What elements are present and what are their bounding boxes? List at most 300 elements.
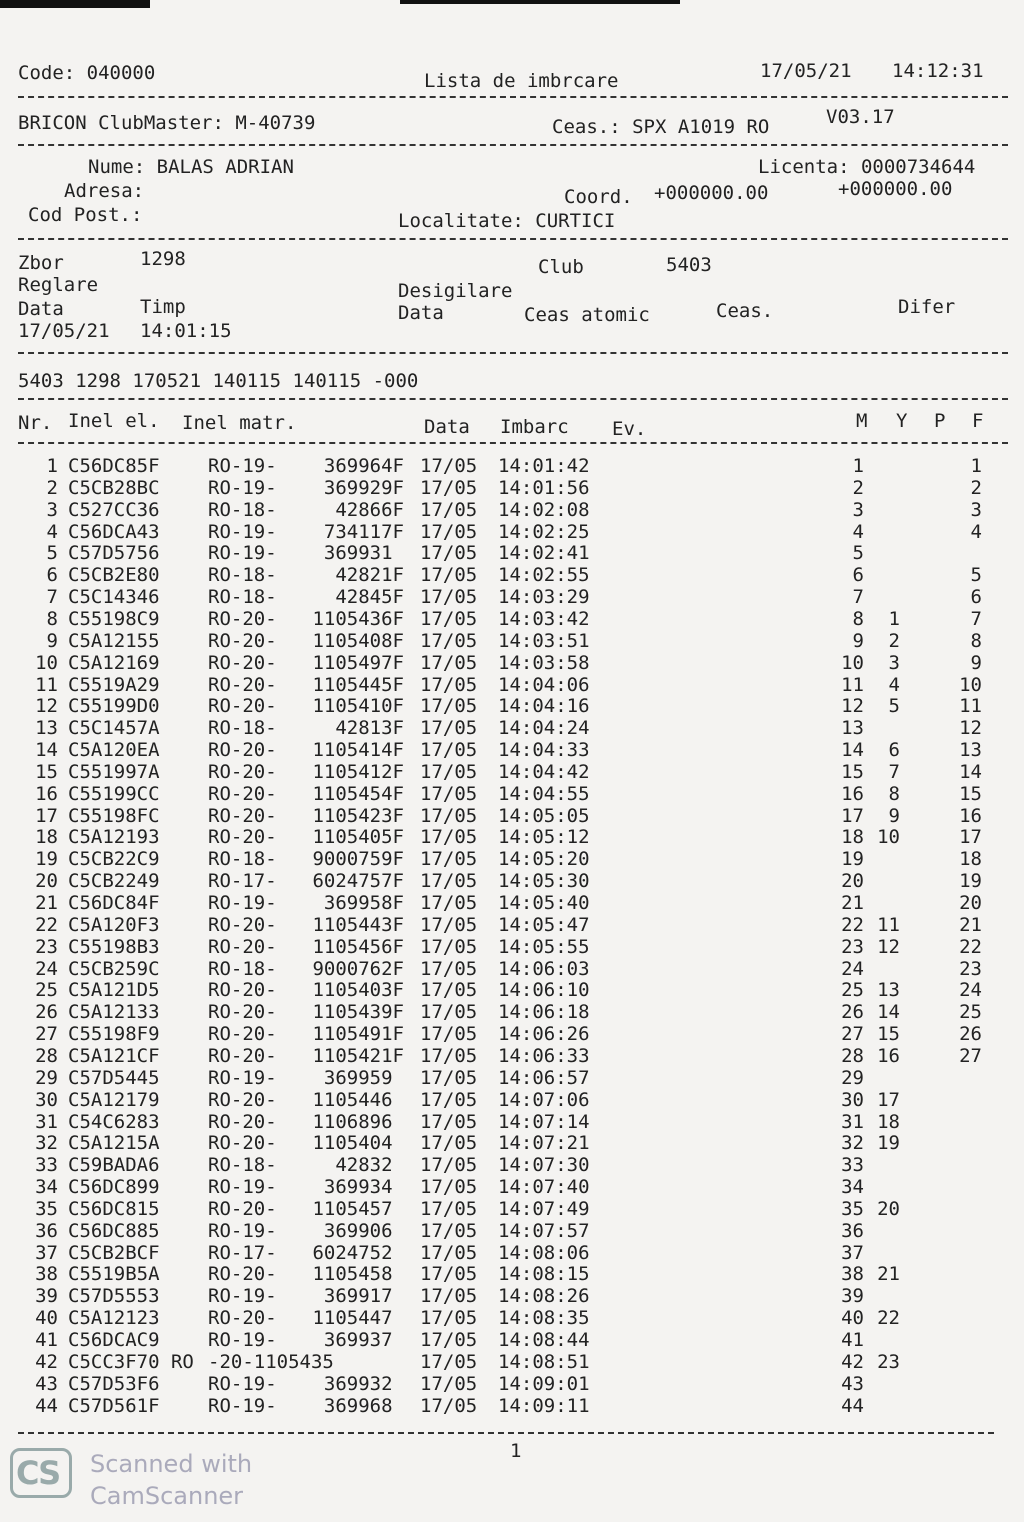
unsealing-label: Desigilare <box>398 280 513 302</box>
row-nr: 14 <box>35 739 58 761</box>
row-inel-el: C54C6283 <box>68 1111 160 1133</box>
row-inel-el: C5CB22C9 <box>68 848 160 870</box>
table-row <box>0 936 1024 958</box>
row-m: 34 <box>841 1176 864 1198</box>
row-time: 14:02:41 <box>498 542 590 564</box>
table-row <box>0 958 1024 980</box>
row-date: 17/05 <box>420 1023 478 1045</box>
row-y: 12 <box>877 936 900 958</box>
row-date: 17/05 <box>420 958 478 980</box>
table-row <box>0 1285 1024 1307</box>
row-inel-matr: 1105491F <box>312 1023 404 1045</box>
table-row <box>0 1198 1024 1220</box>
row-inel-prefix: RO-18- <box>208 958 277 980</box>
row-inel-el: C5CB2BCF <box>68 1242 160 1264</box>
row-y: 23 <box>877 1351 900 1373</box>
row-nr: 18 <box>35 826 58 848</box>
row-date: 17/05 <box>420 979 478 1001</box>
row-nr: 12 <box>35 695 58 717</box>
row-inel-prefix: RO-20- <box>208 979 277 1001</box>
version-label: V03.17 <box>826 106 895 128</box>
table-row <box>0 1263 1024 1285</box>
difference-label: Difer <box>898 296 956 318</box>
table-row <box>0 542 1024 564</box>
table-row <box>0 1220 1024 1242</box>
row-m: 24 <box>841 958 864 980</box>
row-nr: 5 <box>46 542 58 564</box>
row-m: 33 <box>841 1154 864 1176</box>
table-row <box>0 1154 1024 1176</box>
row-m: 23 <box>841 936 864 958</box>
row-nr: 16 <box>35 783 58 805</box>
row-f: 8 <box>970 630 982 652</box>
row-inel-el: C5C1457A <box>68 717 160 739</box>
row-date: 17/05 <box>420 1307 478 1329</box>
row-m: 26 <box>841 1001 864 1023</box>
table-row <box>0 652 1024 674</box>
table-row <box>0 870 1024 892</box>
row-nr: 15 <box>35 761 58 783</box>
table-row <box>0 1242 1024 1264</box>
row-y: 6 <box>888 739 900 761</box>
row-inel-prefix: RO-18- <box>208 717 277 739</box>
row-date: 17/05 <box>420 1111 478 1133</box>
row-inel-matr: 9000759F <box>312 848 404 870</box>
row-inel-matr: 1105421F <box>312 1045 404 1067</box>
document-title: Lista de imbrcare <box>424 70 619 92</box>
row-inel-el: C5A12123 <box>68 1307 160 1329</box>
row-time: 14:08:06 <box>498 1242 590 1264</box>
row-m: 31 <box>841 1111 864 1133</box>
clock-label: Ceas.: SPX A1019 RO <box>552 116 770 138</box>
row-inel-el: C5A120EA <box>68 739 160 761</box>
row-inel-prefix: RO-20- <box>208 1111 277 1133</box>
row-inel-el: C527CC36 <box>68 499 160 521</box>
row-inel-el: C57D5445 <box>68 1067 160 1089</box>
row-date: 17/05 <box>420 652 478 674</box>
row-inel-el: C56DC84F <box>68 892 160 914</box>
row-inel-prefix: -20-1105435 <box>208 1351 334 1373</box>
row-nr: 6 <box>46 564 58 586</box>
row-inel-el: C55198C9 <box>68 608 160 630</box>
col-imbarc: Imbarc <box>500 416 569 438</box>
row-f: 6 <box>970 586 982 608</box>
postal-code-label: Cod Post.: <box>28 204 143 226</box>
row-date: 17/05 <box>420 542 478 564</box>
row-nr: 9 <box>46 630 58 652</box>
row-inel-matr: 1105457 <box>312 1198 404 1220</box>
row-date: 17/05 <box>420 1132 478 1154</box>
row-inel-el: C551997A <box>68 761 160 783</box>
row-inel-matr: 369968 <box>323 1395 404 1417</box>
row-inel-prefix: RO-20- <box>208 630 277 652</box>
row-time: 14:04:33 <box>498 739 590 761</box>
row-inel-matr: 1105454F <box>312 783 404 805</box>
row-inel-matr: 369929F <box>323 477 404 499</box>
row-inel-prefix: RO-20- <box>208 761 277 783</box>
row-inel-el: C5A12133 <box>68 1001 160 1023</box>
divider <box>18 238 1008 240</box>
col-m: M <box>856 410 868 432</box>
row-inel-matr: 369959 <box>323 1067 404 1089</box>
row-nr: 30 <box>35 1089 58 1111</box>
row-y: 13 <box>877 979 900 1001</box>
row-y: 10 <box>877 826 900 848</box>
row-m: 15 <box>841 761 864 783</box>
row-f: 25 <box>959 1001 982 1023</box>
row-time: 14:02:25 <box>498 521 590 543</box>
row-f: 27 <box>959 1045 982 1067</box>
row-nr: 28 <box>35 1045 58 1067</box>
row-inel-matr: 1105439F <box>312 1001 404 1023</box>
print-date: 17/05/21 <box>760 60 852 82</box>
table-row <box>0 455 1024 477</box>
row-nr: 3 <box>46 499 58 521</box>
row-inel-matr: 1105443F <box>312 914 404 936</box>
row-date: 17/05 <box>420 1067 478 1089</box>
row-date: 17/05 <box>420 826 478 848</box>
row-inel-prefix: RO-17- <box>208 870 277 892</box>
row-inel-prefix: RO-19- <box>208 542 277 564</box>
row-nr: 33 <box>35 1154 58 1176</box>
row-inel-matr: 9000762F <box>312 958 404 980</box>
row-time: 14:04:16 <box>498 695 590 717</box>
row-date: 17/05 <box>420 1154 478 1176</box>
row-inel-prefix: RO-17- <box>208 1242 277 1264</box>
row-inel-el: C57D561F <box>68 1395 160 1417</box>
row-inel-el: C55199D0 <box>68 695 160 717</box>
flight-label: Zbor <box>18 252 64 274</box>
row-inel-el: C56DC899 <box>68 1176 160 1198</box>
divider <box>18 144 1008 146</box>
row-f: 9 <box>970 652 982 674</box>
setting-date: 17/05/21 <box>18 320 110 342</box>
table-row <box>0 630 1024 652</box>
row-nr: 11 <box>35 674 58 696</box>
row-m: 14 <box>841 739 864 761</box>
row-y: 11 <box>877 914 900 936</box>
row-time: 14:06:18 <box>498 1001 590 1023</box>
row-m: 32 <box>841 1132 864 1154</box>
row-f: 3 <box>970 499 982 521</box>
row-inel-prefix: RO-20- <box>208 608 277 630</box>
row-date: 17/05 <box>420 936 478 958</box>
row-m: 6 <box>852 564 864 586</box>
row-time: 14:06:10 <box>498 979 590 1001</box>
row-m: 39 <box>841 1285 864 1307</box>
row-inel-prefix: RO-20- <box>208 1198 277 1220</box>
row-inel-prefix: RO-20- <box>208 1263 277 1285</box>
row-inel-prefix: RO-20- <box>208 1132 277 1154</box>
col-p: P <box>934 410 946 432</box>
row-inel-el: C5A1215A <box>68 1132 160 1154</box>
table-row <box>0 521 1024 543</box>
row-f: 7 <box>970 608 982 630</box>
device-label: BRICON ClubMaster: M-40739 <box>18 112 316 134</box>
row-nr: 20 <box>35 870 58 892</box>
row-time: 14:05:05 <box>498 805 590 827</box>
row-date: 17/05 <box>420 1176 478 1198</box>
row-time: 14:05:20 <box>498 848 590 870</box>
row-inel-matr: 369932 <box>323 1373 404 1395</box>
row-nr: 17 <box>35 805 58 827</box>
row-nr: 29 <box>35 1067 58 1089</box>
row-inel-el: C5CB28BC <box>68 477 160 499</box>
row-inel-prefix: RO-20- <box>208 1089 277 1111</box>
row-m: 7 <box>852 586 864 608</box>
row-inel-matr: 1105445F <box>312 674 404 696</box>
row-time: 14:07:30 <box>498 1154 590 1176</box>
row-f: 5 <box>970 564 982 586</box>
row-y: 14 <box>877 1001 900 1023</box>
row-date: 17/05 <box>420 1263 478 1285</box>
table-row <box>0 608 1024 630</box>
clock-column-label: Ceas. <box>716 300 774 322</box>
table-row <box>0 1001 1024 1023</box>
row-nr: 2 <box>46 477 58 499</box>
row-inel-matr: 1105447 <box>312 1307 404 1329</box>
row-time: 14:05:12 <box>498 826 590 848</box>
row-inel-matr: 369917 <box>323 1285 404 1307</box>
row-inel-prefix: RO-20- <box>208 1001 277 1023</box>
row-date: 17/05 <box>420 477 478 499</box>
row-inel-matr: 1105403F <box>312 979 404 1001</box>
row-y: 15 <box>877 1023 900 1045</box>
row-y: 18 <box>877 1111 900 1133</box>
row-inel-prefix: RO-19- <box>208 1329 277 1351</box>
row-inel-el: C56DC885 <box>68 1220 160 1242</box>
row-inel-el: C57D53F6 <box>68 1373 160 1395</box>
row-date: 17/05 <box>420 761 478 783</box>
row-m: 18 <box>841 826 864 848</box>
table-row <box>0 586 1024 608</box>
row-inel-el: C5C14346 <box>68 586 160 608</box>
row-date: 17/05 <box>420 1089 478 1111</box>
row-inel-prefix: RO-20- <box>208 783 277 805</box>
row-m: 38 <box>841 1263 864 1285</box>
row-m: 43 <box>841 1373 864 1395</box>
row-date: 17/05 <box>420 783 478 805</box>
row-y: 9 <box>888 805 900 827</box>
row-inel-el: C5A12169 <box>68 652 160 674</box>
row-inel-el: C55198FC <box>68 805 160 827</box>
scanner-watermark-line1: Scanned with <box>90 1450 253 1478</box>
row-inel-matr: 42832 <box>335 1154 404 1176</box>
row-inel-prefix: RO-19- <box>208 1395 277 1417</box>
row-inel-prefix: RO-18- <box>208 586 277 608</box>
row-inel-el: C55198B3 <box>68 936 160 958</box>
row-date: 17/05 <box>420 1001 478 1023</box>
row-inel-el: C5A121D5 <box>68 979 160 1001</box>
row-y: 4 <box>888 674 900 696</box>
row-y: 20 <box>877 1198 900 1220</box>
row-inel-prefix: RO-20- <box>208 652 277 674</box>
row-f: 18 <box>959 848 982 870</box>
row-f: 21 <box>959 914 982 936</box>
col-y: Y <box>896 410 908 432</box>
row-date: 17/05 <box>420 499 478 521</box>
row-inel-prefix: RO-20- <box>208 1045 277 1067</box>
setting-time: 14:01:15 <box>140 320 232 342</box>
row-nr: 7 <box>46 586 58 608</box>
row-nr: 25 <box>35 979 58 1001</box>
row-inel-prefix: RO-19- <box>208 1176 277 1198</box>
row-y: 22 <box>877 1307 900 1329</box>
row-inel-matr: 734117F <box>323 521 404 543</box>
row-inel-el: C5A120F3 <box>68 914 160 936</box>
table-row <box>0 1111 1024 1133</box>
row-m: 37 <box>841 1242 864 1264</box>
row-inel-prefix: RO-20- <box>208 695 277 717</box>
divider <box>18 398 1008 400</box>
row-date: 17/05 <box>420 892 478 914</box>
row-inel-prefix: RO-20- <box>208 826 277 848</box>
row-m: 11 <box>841 674 864 696</box>
table-row <box>0 1089 1024 1111</box>
setting-time-label: Timp <box>140 296 186 318</box>
row-inel-el: C5A12193 <box>68 826 160 848</box>
row-nr: 4 <box>46 521 58 543</box>
row-inel-matr: 42821F <box>335 564 404 586</box>
row-inel-matr: 1105412F <box>312 761 404 783</box>
row-inel-prefix: RO-18- <box>208 1154 277 1176</box>
row-inel-prefix: RO-20- <box>208 674 277 696</box>
row-m: 4 <box>852 521 864 543</box>
row-time: 14:07:21 <box>498 1132 590 1154</box>
row-inel-el: C5CB2E80 <box>68 564 160 586</box>
row-date: 17/05 <box>420 586 478 608</box>
row-inel-prefix: RO-20- <box>208 805 277 827</box>
row-inel-el: C59BADA6 <box>68 1154 160 1176</box>
row-time: 14:01:56 <box>498 477 590 499</box>
row-m: 20 <box>841 870 864 892</box>
row-m: 40 <box>841 1307 864 1329</box>
row-nr: 19 <box>35 848 58 870</box>
row-nr: 23 <box>35 936 58 958</box>
row-nr: 39 <box>35 1285 58 1307</box>
row-m: 17 <box>841 805 864 827</box>
row-inel-prefix: RO-18- <box>208 499 277 521</box>
row-inel-el: C5519B5A <box>68 1263 160 1285</box>
row-inel-prefix: RO-19- <box>208 1373 277 1395</box>
row-nr: 24 <box>35 958 58 980</box>
divider <box>18 96 1008 98</box>
col-f: F <box>972 410 984 432</box>
row-m: 44 <box>841 1395 864 1417</box>
row-inel-matr: 369958F <box>323 892 404 914</box>
row-date: 17/05 <box>420 674 478 696</box>
row-f: 23 <box>959 958 982 980</box>
row-f: 22 <box>959 936 982 958</box>
table-row <box>0 1176 1024 1198</box>
row-time: 14:07:14 <box>498 1111 590 1133</box>
row-y: 19 <box>877 1132 900 1154</box>
row-time: 14:09:11 <box>498 1395 590 1417</box>
row-f: 16 <box>959 805 982 827</box>
row-m: 10 <box>841 652 864 674</box>
row-time: 14:03:58 <box>498 652 590 674</box>
row-date: 17/05 <box>420 521 478 543</box>
row-time: 14:03:42 <box>498 608 590 630</box>
row-inel-prefix: RO-18- <box>208 564 277 586</box>
row-inel-matr: 1105414F <box>312 739 404 761</box>
table-row <box>0 1307 1024 1329</box>
unsealing-date-label: Data <box>398 302 444 324</box>
row-inel-prefix: RO-20- <box>208 1307 277 1329</box>
row-inel-matr: 1105410F <box>312 695 404 717</box>
row-inel-matr: 6024752 <box>312 1242 404 1264</box>
row-inel-prefix: RO-19- <box>208 455 277 477</box>
row-date: 17/05 <box>420 1351 478 1373</box>
row-date: 17/05 <box>420 805 478 827</box>
row-nr: 22 <box>35 914 58 936</box>
code-line: 5403 1298 170521 140115 140115 -000 <box>18 370 419 392</box>
row-m: 41 <box>841 1329 864 1351</box>
flight-number: 1298 <box>140 248 186 270</box>
row-inel-prefix: RO-20- <box>208 936 277 958</box>
row-nr: 37 <box>35 1242 58 1264</box>
row-nr: 10 <box>35 652 58 674</box>
row-time: 14:08:15 <box>498 1263 590 1285</box>
camscanner-logo <box>10 1448 74 1500</box>
row-inel-prefix: RO-19- <box>208 477 277 499</box>
row-time: 14:06:03 <box>498 958 590 980</box>
row-m: 2 <box>852 477 864 499</box>
row-time: 14:08:44 <box>498 1329 590 1351</box>
row-f: 4 <box>970 521 982 543</box>
table-row <box>0 564 1024 586</box>
table-row <box>0 1067 1024 1089</box>
divider <box>18 442 1008 444</box>
row-nr: 1 <box>46 455 58 477</box>
coord-label: Coord. <box>564 186 633 208</box>
row-y: 7 <box>888 761 900 783</box>
code-label: Code: 040000 <box>18 62 156 84</box>
row-time: 14:08:35 <box>498 1307 590 1329</box>
row-nr: 41 <box>35 1329 58 1351</box>
locality: Localitate: CURTICI <box>398 210 616 232</box>
row-y: 8 <box>888 783 900 805</box>
page-number: 1 <box>510 1440 522 1462</box>
row-f: 10 <box>959 674 982 696</box>
row-f: 26 <box>959 1023 982 1045</box>
row-nr: 26 <box>35 1001 58 1023</box>
row-y: 3 <box>888 652 900 674</box>
row-f: 12 <box>959 717 982 739</box>
row-inel-matr: 369931 <box>323 542 404 564</box>
row-inel-el: C5A121CF <box>68 1045 160 1067</box>
row-time: 14:03:51 <box>498 630 590 652</box>
row-m: 42 <box>841 1351 864 1373</box>
row-time: 14:09:01 <box>498 1373 590 1395</box>
row-inel-el: C57D5553 <box>68 1285 160 1307</box>
row-time: 14:07:06 <box>498 1089 590 1111</box>
row-inel-matr: 1105423F <box>312 805 404 827</box>
row-m: 3 <box>852 499 864 521</box>
row-inel-matr: 1105456F <box>312 936 404 958</box>
club-label: Club <box>538 256 584 278</box>
row-f: 14 <box>959 761 982 783</box>
row-time: 14:04:24 <box>498 717 590 739</box>
row-date: 17/05 <box>420 455 478 477</box>
row-date: 17/05 <box>420 1285 478 1307</box>
row-inel-el: C5CC3F70 RO <box>68 1351 194 1373</box>
camscanner-logo-text: CS <box>16 1454 60 1492</box>
row-time: 14:05:40 <box>498 892 590 914</box>
row-f: 24 <box>959 979 982 1001</box>
row-time: 14:01:42 <box>498 455 590 477</box>
owner-name: Nume: BALAS ADRIAN <box>88 156 294 178</box>
